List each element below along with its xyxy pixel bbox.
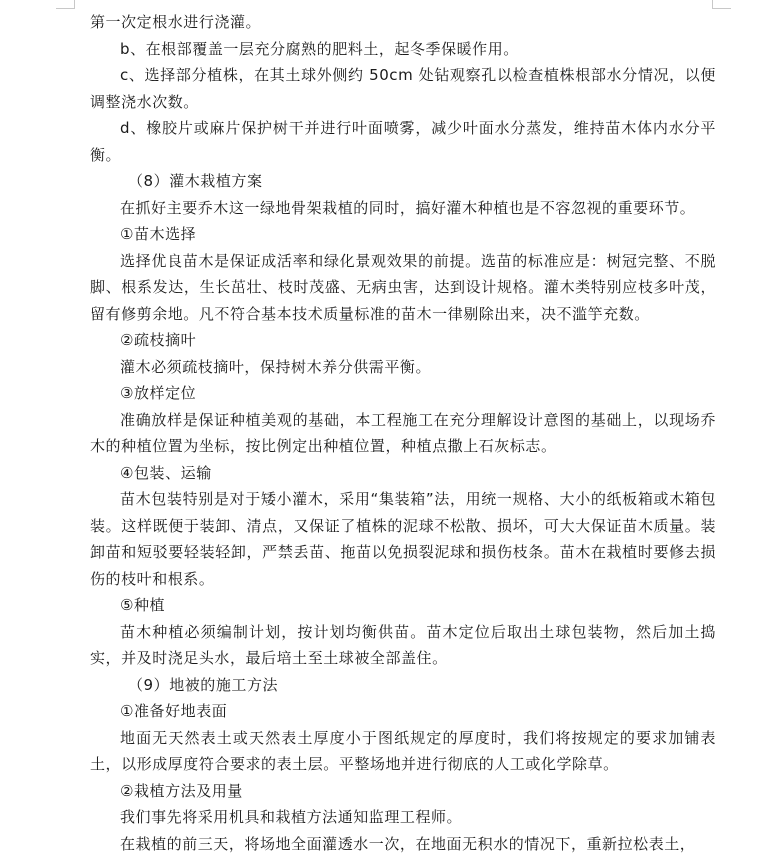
section-heading-shrub-planting: （8）灌木栽植方案 — [128, 172, 263, 190]
subheading-packaging-transport: ④包装、运输 — [120, 463, 212, 482]
paragraph-thinning: 灌木必须疏枝摘叶，保持树木养分供需平衡。 — [120, 357, 432, 376]
subheading-seedling-selection: ①苗木选择 — [120, 225, 197, 243]
paragraph-planting: 苗木种植必须编制计划，按计划均衡供苗。苗木定位后取出土球包装物，然后加土捣实，并及时浇足头水，最后培土至土球被全部盖住。 — [90, 622, 716, 667]
paragraph-seedling-selection: 选择优良苗木是保证成活率和绿化景观效果的前提。选苗的标准应是：树冠完整、不脱脚、根系发达，生长茁壮、枝时茂盛、无病虫害，达到设计规格。灌木类特别应枝多叶茂，留有修剪余地。凡不符合基本技术质量标准的苗木一律剔除出来，决不滥竽充数。 — [90, 251, 716, 323]
subheading-prepare-surface: ①准备好地表面 — [120, 702, 228, 720]
paragraph-packaging-transport: 苗木包装特别是对于矮小灌木，采用“集装箱”法，用统一规格、大小的纸板箱或木箱包装。这样既便于装卸、清点，又保证了植株的泥球不松散、损坏，可大大保证苗木质量。装卸苗和短驳要轻装轻卸，严禁丢苗、拖苗以免损裂泥球和损伤枝条。苗木在栽植时要修去损伤的枝叶和根系。 — [90, 490, 716, 588]
section-heading-groundcover: （9）地被的施工方法 — [128, 675, 279, 694]
paragraph-item-b: b、在根部覆盖一层充分腐熟的肥料土，起冬季保暖作用。 — [120, 39, 519, 58]
page-corner-mark-right — [712, 0, 731, 9]
paragraph-item-c: c、选择部分植株，在其土球外侧约 50cm 处钻观察孔以检查植株根部水分情况，以便调整浇水次数。 — [90, 66, 716, 111]
paragraph-shrub-intro: 在抓好主要乔木这一绿地骨架栽植的同时，搞好灌木种植也是不容忽视的重要环节。 — [120, 198, 696, 217]
paragraph-notify-engineer: 我们事先将采用机具和栽植方法通知监理工程师。 — [120, 808, 463, 826]
paragraph-prepare-surface: 地面无天然表土或天然表土厚度小于图纸规定的厚度时，我们将按规定的要求加铺表土，以形成厚度符合要求的表土层。平整场地并进行彻底的人工或化学除草。 — [90, 728, 716, 773]
paragraph-watering-end: 第一次定根水进行浇灌。 — [90, 13, 262, 31]
paragraph-pre-watering: 在栽植的前三天，将场地全面灌透水一次，在地面无积水的情况下，重新拉松表土， — [120, 834, 696, 853]
paragraph-item-d: d、橡胶片或麻片保护树干并进行叶面喷雾，减少叶面水分蒸发，维持苗木体内水分平衡。 — [90, 119, 716, 164]
subheading-planting-method: ②栽植方法及用量 — [120, 781, 243, 800]
paragraph-layout-positioning: 准确放样是保证种植美观的基础，本工程施工在充分理解设计意图的基础上，以现场乔木的种植位置为坐标，按比例定出种植位置，种植点撒上石灰标志。 — [90, 410, 716, 455]
subheading-layout-positioning: ③放样定位 — [120, 384, 197, 402]
subheading-planting: ⑤种植 — [120, 596, 166, 614]
document-body — [90, 9, 716, 857]
subheading-thinning: ②疏枝摘叶 — [120, 331, 197, 349]
page-corner-mark-left — [56, 0, 75, 9]
